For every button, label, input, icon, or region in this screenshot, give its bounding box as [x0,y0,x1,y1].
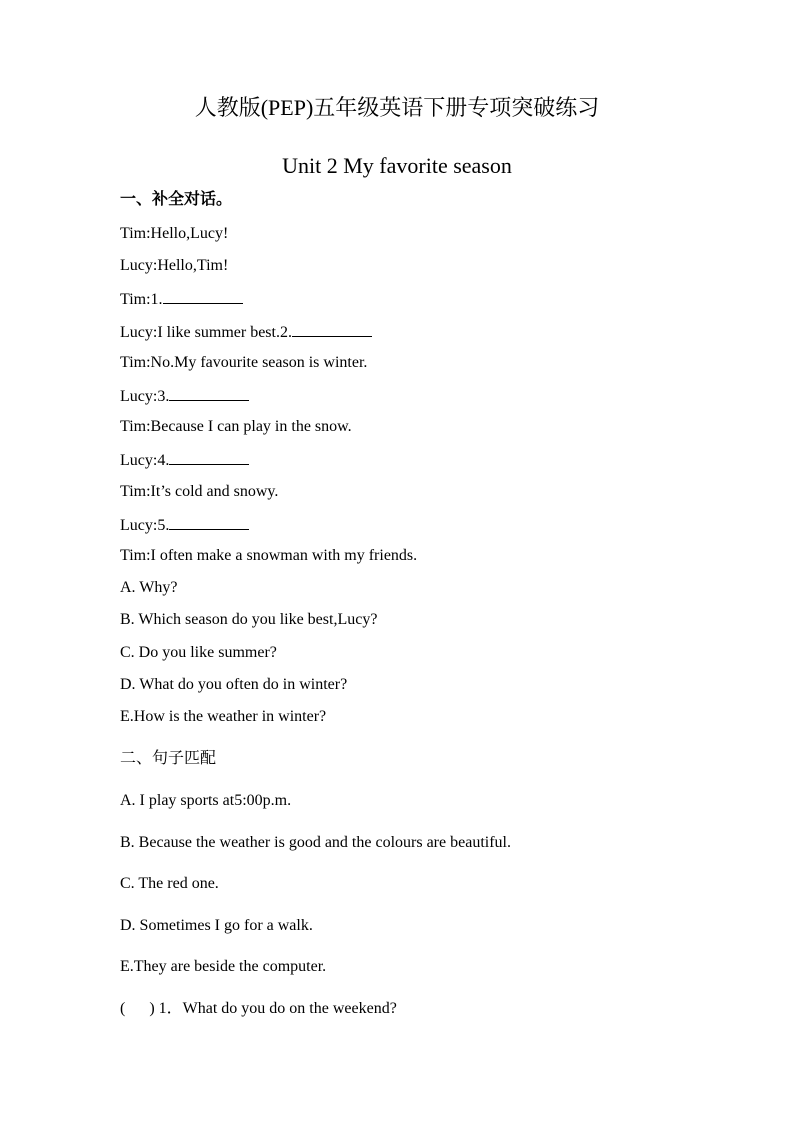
document-title: 人教版(PEP)五年级英语下册专项突破练习 [194,95,600,120]
dialogue-line: Lucy:Hello,Tim! [120,257,229,274]
answer-bracket[interactable]: ( ) [120,1000,155,1017]
document-subtitle: Unit 2 My favorite season [282,153,512,178]
option-d: D. What do you often do in winter? [120,676,348,693]
dialogue-line: Tim:I often make a snowman with my friends. [120,547,418,564]
dialogue-text: Tim:1. [120,291,163,308]
match-option-b: B. Because the weather is good and the colours are beautiful. [120,834,511,851]
answer-blank-3[interactable] [169,385,249,401]
dialogue-line [120,288,243,310]
match-option-c: C. The red one. [120,875,219,892]
answer-blank-4[interactable] [169,449,249,465]
dialogue-line [120,449,249,471]
match-option-a: A. I play sports at5:00p.m. [120,792,292,809]
section-1-heading: 一、补全对话。 [120,189,233,208]
option-e: E.How is the weather in winter? [120,708,327,725]
option-c: C. Do you like summer? [120,644,277,661]
answer-blank-2[interactable] [292,321,372,337]
dialogue-text: Lucy:5. [120,517,170,534]
dialogue-line: Tim:It’s cold and snowy. [120,483,279,500]
dialogue-line [120,514,249,536]
answer-blank-1[interactable] [163,288,243,304]
dialogue-line: Tim:Hello,Lucy! [120,225,229,242]
dialogue-text: Lucy:3. [120,388,170,405]
dialogue-line [120,385,249,407]
dialogue-line [120,321,372,343]
match-option-d: D. Sometimes I go for a walk. [120,917,313,934]
option-a: A. Why? [120,579,178,596]
dialogue-line: Tim:No.My favourite season is winter. [120,354,368,371]
section-2-heading: 二、句子匹配 [120,748,217,767]
match-question-1 [120,999,397,1019]
dialogue-text: Lucy:4. [120,452,170,469]
answer-blank-5[interactable] [169,514,249,530]
question-text: 1．What do you do on the weekend? [158,1000,397,1017]
match-option-e: E.They are beside the computer. [120,958,327,975]
option-b: B. Which season do you like best,Lucy? [120,611,378,628]
dialogue-text: Lucy:I like summer best.2. [120,324,292,341]
dialogue-line: Tim:Because I can play in the snow. [120,418,352,435]
